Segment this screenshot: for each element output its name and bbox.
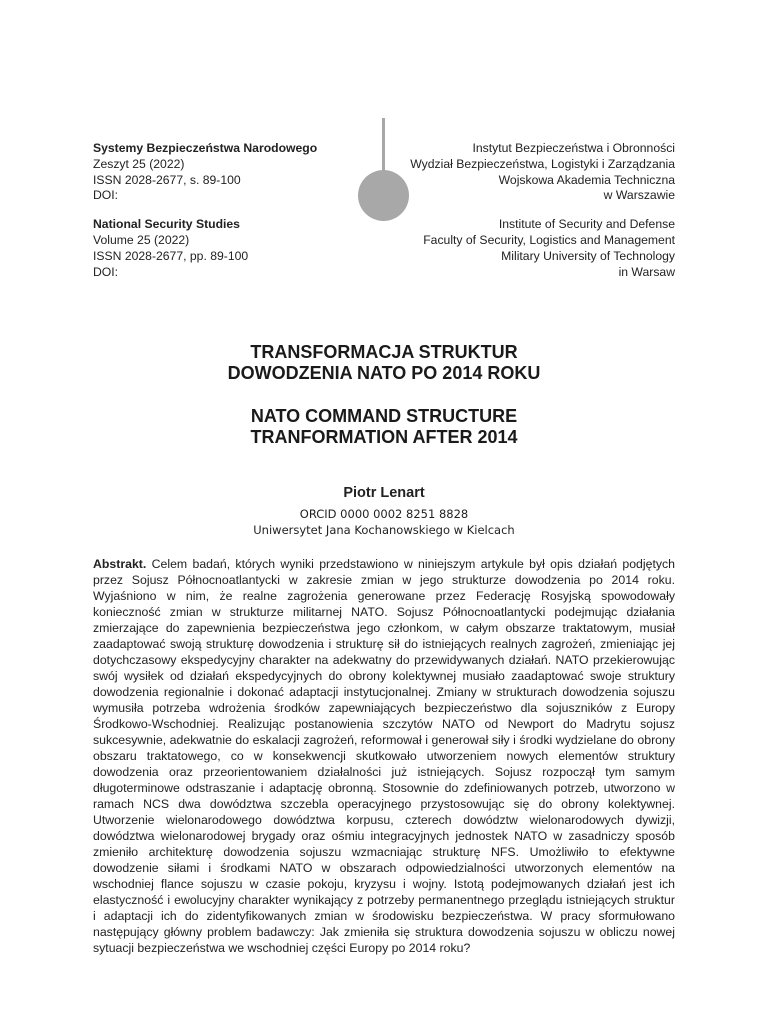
institution-line-2-pl: Wydział Bezpieczeństwa, Logistyki i Zarządzania — [410, 156, 675, 171]
journal-doi-pl: DOI: — [93, 188, 119, 203]
journal-issue-pl: Zeszyt 25 (2022) — [93, 156, 185, 171]
institution-line-3-en: Military University of Technology — [501, 248, 675, 263]
journal-name-pl: Systemy Bezpieczeństwa Narodowego — [93, 141, 318, 155]
title-polish-line-1: TRANSFORMACJA STRUKTUR — [250, 342, 518, 362]
title-english-line-1: NATO COMMAND STRUCTURE — [250, 406, 518, 426]
institution-line-1-pl: Instytut Bezpieczeństwa i Obronności — [472, 141, 675, 155]
author-meta — [0, 506, 768, 538]
institution-line-2-en: Faculty of Security, Logistics and Management — [423, 232, 675, 247]
title-polish-line-2: DOWODZENIA NATO PO 2014 ROKU — [227, 363, 541, 383]
title-english-line-2: TRANFORMATION AFTER 2014 — [250, 427, 518, 447]
journal-name-en: National Security Studies — [93, 217, 240, 232]
journal-issn-en: ISSN 2028-2677, pp. 89-100 — [93, 248, 249, 263]
institution-info-pl — [375, 141, 675, 204]
author-affiliation: Uniwersytet Jana Kochanowskiego w Kielcach — [253, 523, 515, 537]
journal-info-en — [93, 217, 353, 280]
author-orcid: ORCID 0000 0002 8251 8828 — [299, 507, 469, 521]
abstract — [93, 556, 675, 956]
abstract-text: Celem badań, których wyniki przedstawiono w niniejszym artykule był opis działań podjętych przez Sojusz Północnoatlantycki w zakresie zmian w jego strukturze dowodzenia po 2014 roku. Wyjaśniono w nim, że realne zagrożenia generowane przez Federację Rosyjską spowodowały konieczność zmian w strukturze militarnej NATO. Sojusz Północnoatlantycki podejmując działania zmierzające do zapewnienia bezpieczeństwa jego członkom, w całym obszarze traktatowym, musiał zaadaptować swoją strukturę dowodzenia i strukturę sił do istniejących realnych zagrożeń, zmieniając jej dotychczasowy ekspedycyjny charakter na adekwatny do przewidywanych działań. NATO przekierowując swój wysiłek od działań ekspedycyjnych do obrony kolektywnej musiało zaadaptować swoje struktury dowodzenia regionalnie i dokonać adaptacji instytucjonalnej. Zmiany w strukturach dowodzenia sojuszu wymusiła potrzeba wdrożenia środków zapewniających bezpieczeństwo dla sojuszników z Europy Środkowo-Wschodniej. Realizując postanowienia szczytów NATO od Newport do Madrytu sojusz sukcesywnie, adekwatnie do eskalacji zagrożeń, reformował i generował siły i środki wydzielane do obrony obszaru traktatowego, co w konsekwencji skutkowało utworzeniem nowych elementów struktury dowodzenia oraz przeorientowaniem działalności już istniejących. Sojusz rozpoczął tym samym długoterminowe odstraszanie i adaptację obronną. Stosownie do zdefiniowanych potrzeb, utworzono w ramach NCS dwa dowództwa szczebla operacyjnego przystosowując się do obrony kolektywnej. Utworzenie wielonarodowego dowództwa korpusu, czterech dowództw wielonarodowych dywizji, dowództwa wielonarodowej brygady oraz ośmiu integracyjnych jednostek NATO w zasadniczy sposób zmieniło architekturę dowodzenia sojuszu wzmacniając strukturę NFS. Umożliwiło to efektywne dowodzenie siłami i środkami NATO w obszarach odpowiedzialności utworzonych elementów na wschodniej flance sojuszu w czasie pokoju, kryzysu i wojny. Istotą podejmowanych działań jest ich elastyczność i ewolucyjny charakter wynikający z potrzeby permanentnego przeglądu istniejących struktur i adaptacji ich do zidentyfikowanych zmian w środowisku bezpieczeństwa. W pracy sformułowano następujący główny problem badawczy: Jak zmieniła się struktura dowodzenia sojuszu w obliczu nowej sytuacji bezpieczeństwa we wschodniej części Europy po 2014 roku? — [93, 557, 675, 955]
header-right — [375, 141, 675, 280]
institution-info-en — [375, 217, 675, 280]
journal-doi-en: DOI: — [93, 264, 119, 279]
title-english — [0, 406, 768, 448]
journal-issn-pl: ISSN 2028-2677, s. 89-100 — [93, 172, 241, 187]
title-polish — [0, 342, 768, 384]
institution-line-4-pl: w Warszawie — [603, 188, 675, 203]
author-name: Piotr Lenart — [343, 485, 425, 501]
journal-issue-en: Volume 25 (2022) — [93, 232, 190, 247]
institution-line-3-pl: Wojskowa Akademia Techniczna — [498, 172, 675, 187]
institution-line-4-en: in Warsaw — [618, 264, 675, 279]
header-left — [93, 141, 353, 280]
journal-info-pl — [93, 141, 353, 204]
institution-line-1-en: Institute of Security and Defense — [498, 217, 675, 232]
abstract-label: Abstrakt. — [93, 557, 147, 571]
